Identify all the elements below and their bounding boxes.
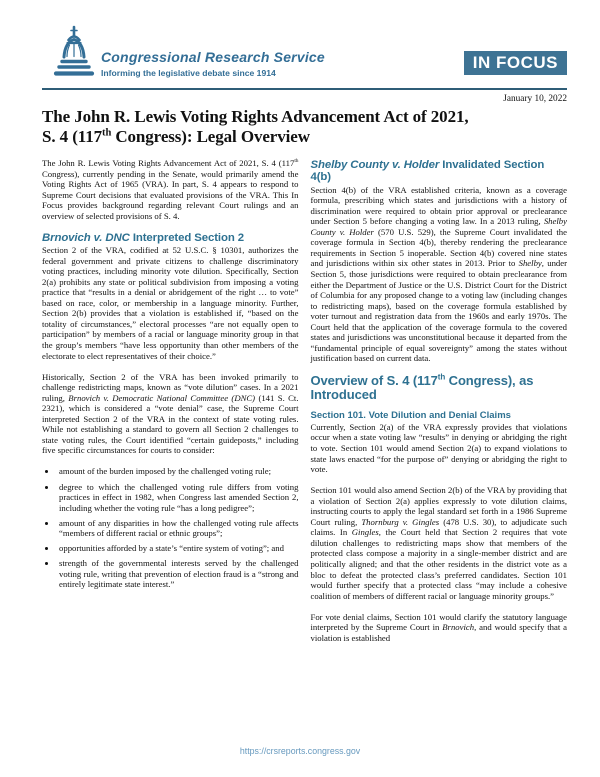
text-run: Section 101. Vote Dilution and Denial Claims xyxy=(310,410,511,422)
capitol-dome-icon xyxy=(52,24,96,82)
body-columns xyxy=(42,158,567,654)
text-run: , and would specify that a violation is established xyxy=(310,622,568,643)
text-run: amount of the burden imposed by the challenged voting rule; xyxy=(59,466,272,477)
bullet-item xyxy=(57,518,299,539)
text-run: Interpreted Section 2 xyxy=(129,231,245,244)
paragraph xyxy=(311,422,568,475)
section-heading xyxy=(311,159,568,184)
brand-tagline: Informing the legislative debate since 1914 xyxy=(101,68,276,78)
paragraph xyxy=(311,485,568,601)
text-run: (570 U.S. 529), the Supreme Court invalidated the coverage formula in Section 4(b), thereby rendering the preclearance requirements in Section 5 inoperable. Section 4(b) covered nine states and jurisdictions within six other states in 2013. Prior to xyxy=(310,226,568,269)
text-run: th xyxy=(294,158,299,165)
case-name: Shelby County v. Holder xyxy=(310,216,567,237)
text-run: th xyxy=(437,373,446,383)
paragraph xyxy=(42,158,299,221)
bullet-item xyxy=(57,558,299,590)
paragraph xyxy=(311,612,568,644)
case-name: Thornburg v. Gingles xyxy=(361,516,440,527)
text-run: Congress), as Introduced xyxy=(310,373,534,403)
case-name: Shelby County v. Holder xyxy=(310,159,440,171)
header-divider xyxy=(42,88,567,90)
case-name: Gingles xyxy=(351,527,379,538)
text-run: (141 S. Ct. 2321), which is considered a “vote denial” case, the Supreme Court interpreted Section 2 of the VRA in the context of state voting rules. While not establishing a standard to govern all Section 2 challenges to state voting rules, the Court identified “certain guideposts,” including five specific circumstances for courts to consider: xyxy=(42,392,299,456)
text-run: Congress), currently pending in the Senate, would primarily amend the Voting Rights Act of 1965 (VRA). In part, S. 4 appears to respond to Supreme Court decisions that evaluated provisions of the VRA. This In Focus provides background regarding relevant Court rulings and an overview of selected provisions of S. 4. xyxy=(42,168,299,221)
title-line-1: The John R. Lewis Voting Rights Advancement Act of 2021, xyxy=(42,107,469,126)
paragraph xyxy=(311,185,568,364)
bullet-list xyxy=(42,466,299,589)
title-line-2: S. 4 (117th Congress): Legal Overview xyxy=(42,126,310,146)
brand-name: Congressional Research Service xyxy=(101,49,325,65)
case-name: Brnovich v. Democratic National Committee (DNC) xyxy=(68,392,256,403)
report-date: January 10, 2022 xyxy=(503,94,567,104)
footer-url-link[interactable]: https://crsreports.congress.gov xyxy=(239,746,361,756)
page-footer xyxy=(0,741,600,759)
text-run: The John R. Lewis Voting Rights Advancement Act of 2021, S. 4 (117 xyxy=(42,158,295,168)
text-run: Section 101 would also amend Section 2(b) of the VRA by providing that a violation of Section 2(a) applies expressly to vote dilution claims, instructing courts to apply the legal standard set forth in a 1986 Supreme Court ruling, xyxy=(310,485,567,527)
case-name: Shelby xyxy=(518,258,542,269)
paragraph xyxy=(42,372,299,456)
text-run: Section 2 of the VRA, codified at 52 U.S.C. § 10301, authorizes the federal government and private citizens to challenge discriminatory voting practices, including minority vote dilution. Specifically, Section 2(a) prohibits any state or political subdivision from imposing a voting practice that “results in a denial or abridgement of the right … to vote” based on race, color, or membership in a language minority. Further, Section 2(b) provides that a violation is established if, “based on the totality of circumstances,” electoral processes “are not equally open to participation” by members of a racial or language minority group in that the group’s members “have less opportunity than other members of the electorate to elect representatives of their choice.” xyxy=(42,245,299,361)
text-run: strength of the governmental interests served by the challenged voting rule, writing that prevention of election fraud is a “strong and entirely legitimate state interest.” xyxy=(59,558,299,590)
text-run: amount of any disparities in how the challenged voting rule affects “members of different racial or ethnic groups”; xyxy=(59,517,299,539)
text-run: Currently, Section 2(a) of the VRA expressly provides that violations occur when a state voting law “results” in denying or abridging the right to vote. Section 101 would amend Section 2(a) to expand violations to state laws enacted “for the purpose of” denying or abridging the right to vote. xyxy=(310,421,567,475)
section-heading xyxy=(42,232,299,244)
case-name: Brnovich v. DNC xyxy=(42,231,130,244)
column-right xyxy=(311,158,568,654)
text-run: , the Court held that Section 2 requires that vote dilution challenges to redistricting maps show that members of the protected class compose a majority in a single-member district and are politically aligned; and that the other residents in the district vote as a bloc to defeat the protected class’s preferred candidates. Section 101 would further specify that a protected class “may include a cohesive coalition of members of different racial or language minority groups.” xyxy=(310,527,567,601)
subsection-heading xyxy=(311,411,568,422)
text-run: Historically, Section 2 of the VRA has been invoked primarily to challenge redistricting maps, known as “vote dilution” cases. In a 2021 ruling, xyxy=(42,371,299,403)
text-run: Overview of S. 4 (117 xyxy=(310,373,438,389)
bullet-item xyxy=(57,543,299,554)
brand-block xyxy=(101,49,325,78)
column-left xyxy=(42,158,299,654)
paragraph xyxy=(42,245,299,361)
major-heading xyxy=(311,374,568,402)
text-run: degree to which the challenged voting rule differs from voting practices in effect in 1982, when Congress last amended Section 2, including whether the voting rule “has a long pedigree”; xyxy=(59,481,299,513)
case-name: Brnovich xyxy=(442,622,475,633)
text-run: For vote denial claims, Section 101 would clarify the statutory language interpreted by the Supreme Court in xyxy=(310,611,567,633)
text-run: Invalidated Section 4(b) xyxy=(310,159,545,184)
text-run: opportunities afforded by a state’s “entire system of voting”; and xyxy=(59,543,284,554)
page-title xyxy=(42,107,469,146)
in-focus-badge: IN FOCUS xyxy=(464,51,567,75)
text-run: (478 U.S. 30), to adjudicate such claims. In xyxy=(310,516,567,538)
bullet-item xyxy=(57,482,299,514)
bullet-item xyxy=(57,466,299,477)
text-run: , under Section 5, those jurisdictions were required to obtain preclearance from either the Department of Justice or the U.S. District Court for the District of Columbia for any proposed change to a voting law (including changes to redistricting maps), based on the coverage formula established by voter turnout and registration data from the 1960s and early 1970s. The Court held that the application of the coverage formula to the covered states and jurisdictions was unconstitutional because it departed from the “fundamental principle of equal sovereignty” among the states without justification based on current data. xyxy=(310,258,568,364)
text-run: Section 4(b) of the VRA established criteria, known as a coverage formula, prescribing which states and jurisdictions with a history of discrimination were required to obtain prior approval or preclearance under Section 5 before changing a voting law. In a 2013 ruling, xyxy=(310,184,567,227)
